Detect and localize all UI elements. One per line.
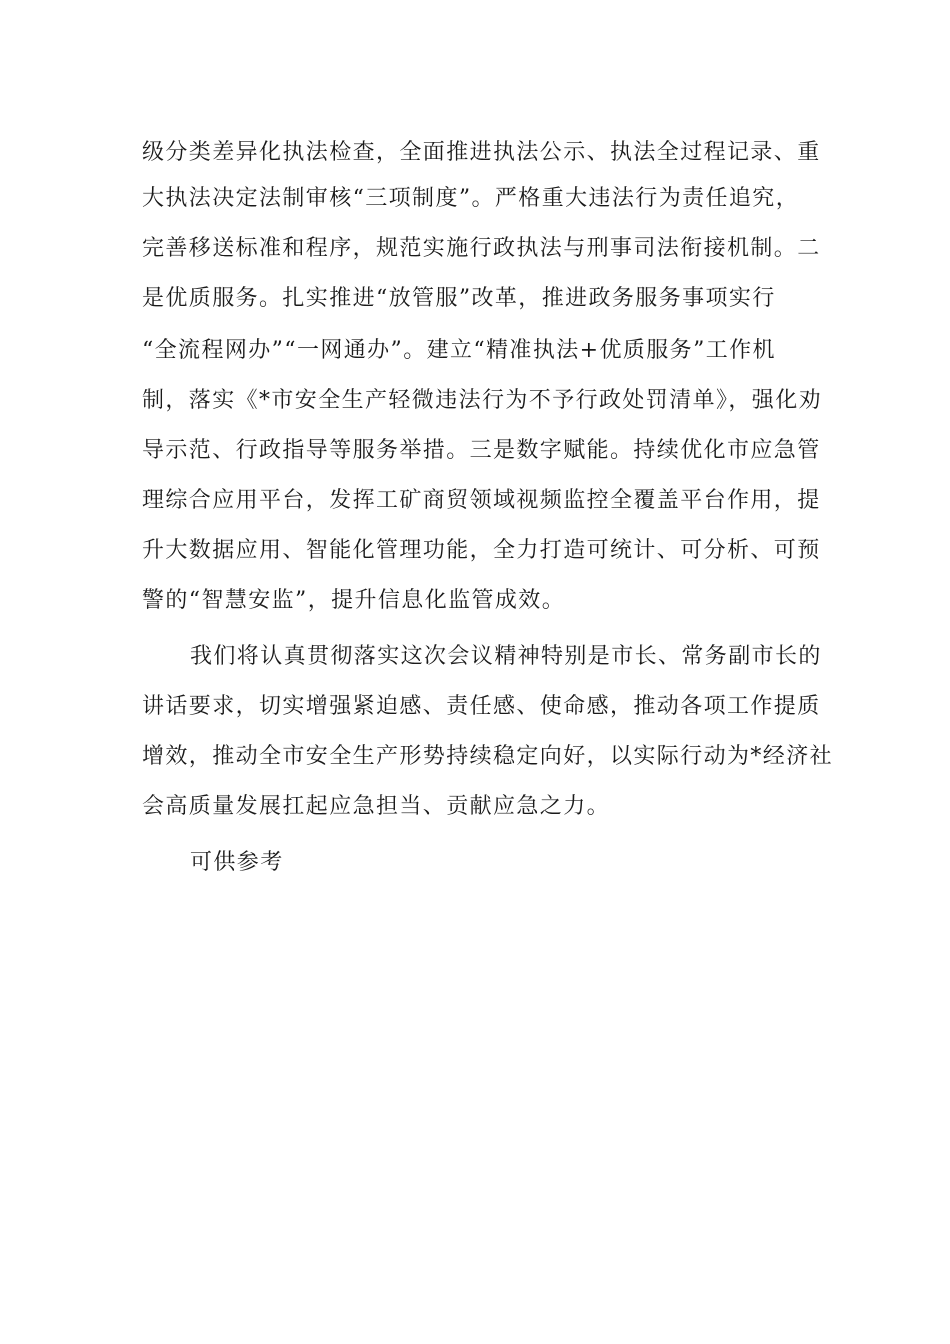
paragraph-line: 是优质服务。扎实推进“放管服”改革，推进政务服务事项实行 (142, 286, 776, 311)
paragraph-line: “全流程网办”“一网通办”。建立“精准执法+优质服务”工作机 (142, 338, 776, 363)
paragraph-line: 升大数据应用、智能化管理功能，全力打造可统计、可分析、可预 (142, 538, 821, 563)
paragraph-line: 我们将认真贯彻落实这次会议精神特别是市长、常务副市长的 (190, 644, 822, 669)
paragraph-line: 大执法决定法制审核“三项制度”。严格重大违法行为责任追究， (142, 186, 800, 211)
paragraph-line: 级分类差异化执法检查，全面推进执法公示、执法全过程记录、重 (142, 140, 821, 165)
paragraph-line: 理综合应用平台，发挥工矿商贸领域视频监控全覆盖平台作用，提 (142, 488, 821, 513)
paragraph-line: 警的“智慧安监”，提升信息化监管成效。 (142, 588, 566, 613)
paragraph-line: 讲话要求，切实增强紧迫感、责任感、使命感，推动各项工作提质 (142, 694, 821, 719)
paragraph-line: 会高质量发展扛起应急担当、贡献应急之力。 (142, 794, 611, 819)
paragraph-line: 导示范、行政指导等服务举措。三是数字赋能。持续优化市应急管 (142, 438, 821, 463)
paragraph-line: 完善移送标准和程序，规范实施行政执法与刑事司法衔接机制。二 (142, 236, 821, 261)
paragraph-line: 增效，推动全市安全生产形势持续稳定向好，以实际行动为*经济社 (142, 744, 834, 769)
closing-note: 可供参考 (190, 850, 284, 875)
paragraph-line: 制，落实《*市安全生产轻微违法行为不予行政处罚清单》，强化劝 (142, 388, 823, 413)
